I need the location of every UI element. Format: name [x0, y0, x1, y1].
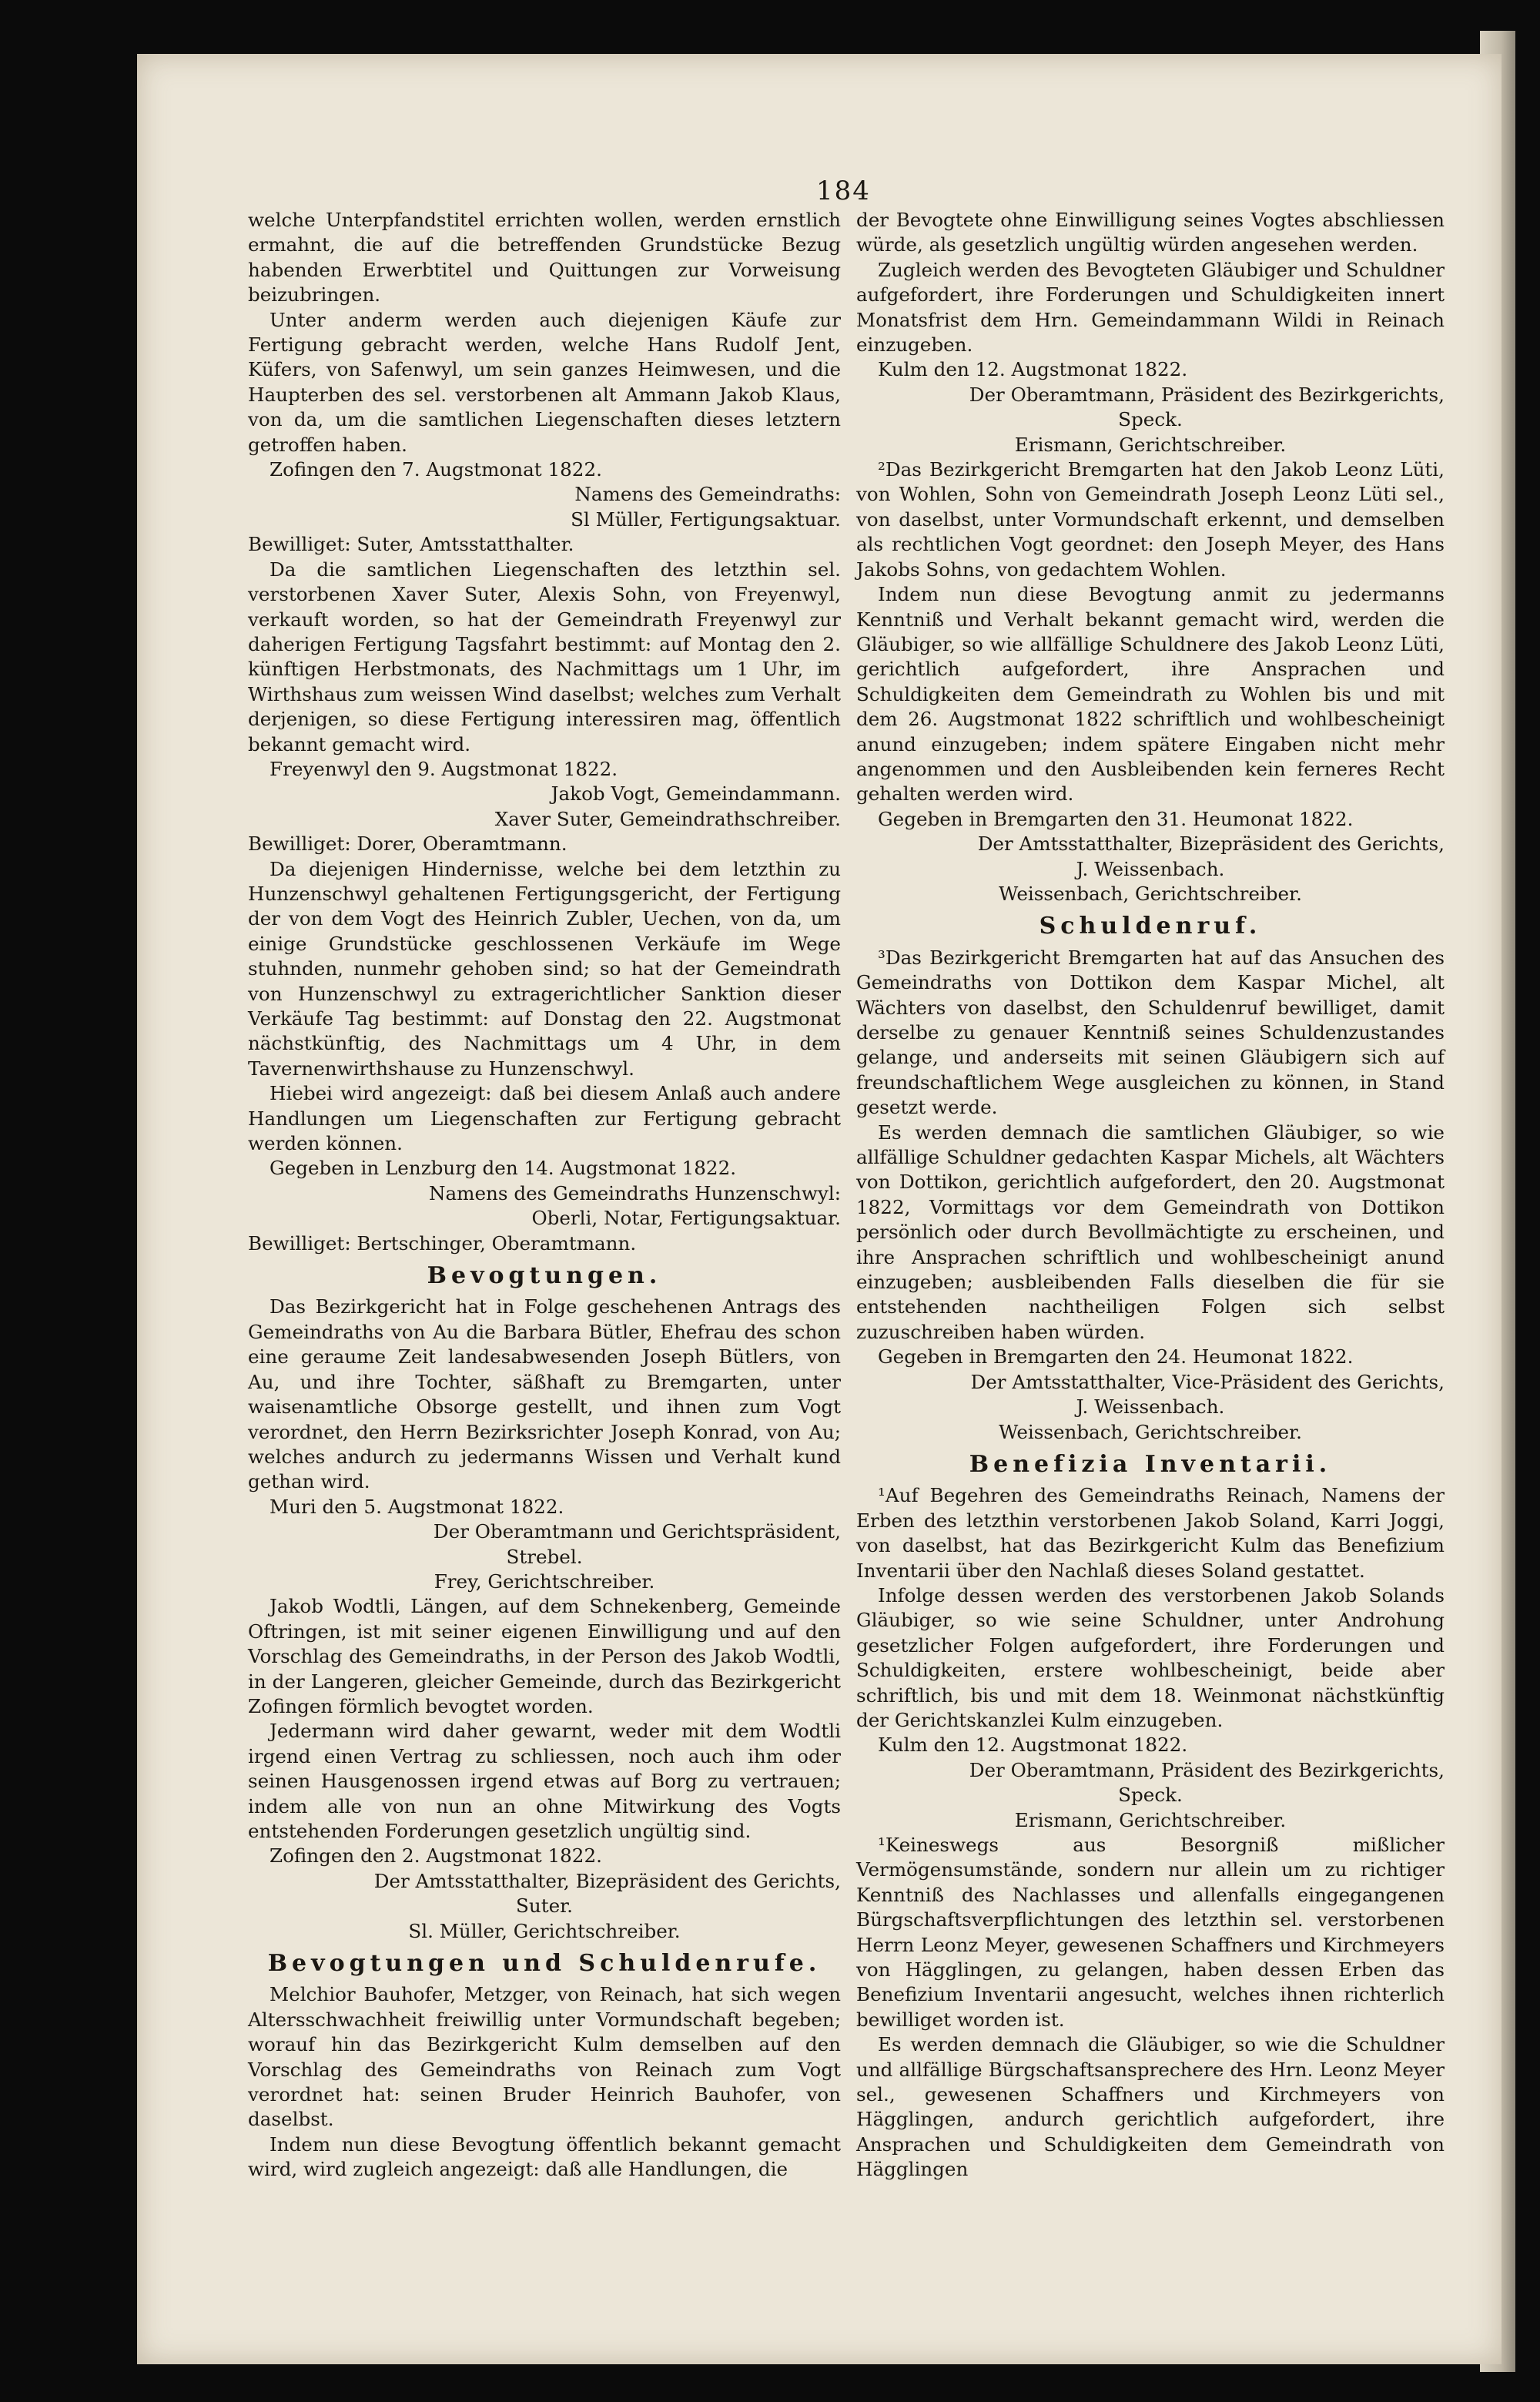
paragraph: Oberli, Notar, Fertigungsaktuar. [531, 1207, 841, 1230]
paragraph: Zofingen den 7. Augstmonat 1822. [270, 458, 602, 481]
paragraph: Bewilliget: Bertschinger, Oberamtmann. [248, 1231, 637, 1255]
paragraph: Namens des Gemeindraths Hunzenschwyl: [429, 1181, 841, 1204]
paragraph: Indem nun diese Bevogtung anmit zu jedermanns Kenntniß und Verhalt bekannt gemacht wird, werden die Gläubiger, so wie allfällige Schuldnere des Jakob Leonz Lüti, gerichtlich aufgefordert, ihre Ansprachen und Schuldigkeiten dem Gemeindrath zu Wohlen bis und mit dem 26. Augstmonat 1822 schriftlich und wohlbescheinigt anund einzugeben; indem spätere Eingaben nicht mehr angenommen und den Ausbleibenden kein ferneres Recht gehalten werden wird. [856, 583, 1445, 806]
paragraph: ²Das Bezirkgericht Bremgarten hat den Jakob Leonz Lüti, von Wohlen, Sohn von Gemeindrath Joseph Leonz Lüti sel., von daselbst, unter Vormundschaft erkennt, und demselben als rechtlichen Vogt geordnet: den Joseph Meyer, des Hans Jakobs Sohns, von gedachtem Wohlen. [856, 458, 1445, 581]
left-column [248, 208, 841, 2183]
paragraph: Gegeben in Bremgarten den 24. Heumonat 1822. [878, 1345, 1354, 1369]
paragraph: Muri den 5. Augstmonat 1822. [270, 1495, 564, 1518]
paragraph: Jakob Wodtli, Längen, auf dem Schnekenberg, Gemeinde Oftringen, ist mit seiner eigenen Einwilligung und auf den Vorschlag des Gemeindraths, in der Person des Jakob Wodtli, in der Langeren, gleicher Gemeinde, durch das Bezirkgericht Zofingen förmlich bevogtet worden. [248, 1595, 841, 1717]
paragraph: Der Oberamtmann, Präsident des Bezirkgerichts, [969, 383, 1445, 406]
paragraph: Unter anderm werden auch diejenigen Käufe zur Fertigung gebracht werden, welche Hans Rudolf Jent, Küfers, von Safenwyl, um sein ganzes Heimwesen, und die Haupterben des sel. verstorbenen alt Ammann Jakob Klaus, von da, um die samtlichen Liegenschaften dieses letztern getroffen haben. [248, 308, 841, 456]
paragraph: Freyenwyl den 9. Augstmonat 1822. [270, 757, 618, 780]
section-heading: Schuldenruf. [1039, 913, 1262, 940]
paragraph: Melchior Bauhofer, Metzger, von Reinach, hat sich wegen Altersschwachheit freiwillig unter Vormundschaft begeben; worauf hin das Bezirkgericht Kulm demselben auf den Vorschlag des Gemeindraths von Reinach zum Vogt verordnet hat: seinen Bruder Heinrich Bauhofer, von daselbst. [248, 1983, 841, 2131]
paragraph: ¹Auf Begehren des Gemeindraths Reinach, Namens der Erben des letzthin verstorbenen Jakob Soland, Karri Joggi, von daselbst, hat das Bezirkgericht Kulm das Benefizium Inventarii über den Nachlaß dieses Soland gestattet. [856, 1484, 1445, 1582]
section-heading: Bevogtungen und Schuldenrufe. [267, 1950, 822, 1978]
paragraph: Es werden demnach die samtlichen Gläubiger, so wie allfällige Schuldner gedachten Kaspar Michels, alt Wächters von Dottikon, gerichtlich aufgefordert, den 20. Augstmonat 1822, Vormittags vor dem Gemeindrath von Dottikon persönlich oder durch Bevollmächtigte zu erscheinen, und ihre Ansprachen schriftlich und wohlbescheinigt anund einzugeben; ausbleibenden Falls dieselben die für sie entstehenden nachtheiligen Folgen sich selbst zuzuschreiben haben würden. [856, 1121, 1445, 1343]
paragraph: Der Amtsstatthalter, Vice-Präsident des Gerichts, [970, 1370, 1445, 1393]
paragraph: Zofingen den 2. Augstmonat 1822. [270, 1844, 602, 1868]
paragraph: Suter. [516, 1894, 573, 1918]
paragraph: Weissenbach, Gerichtschreiber. [999, 882, 1302, 905]
paragraph: Namens des Gemeindraths: [574, 483, 841, 506]
paragraph: Sl Müller, Fertigungsaktuar. [571, 508, 841, 531]
paragraph: Zugleich werden des Bevogteten Gläubiger und Schuldner aufgefordert, ihre Forderungen und Schuldigkeiten innert Monatsfrist dem Hrn. Gemeindammann Wildi in Reinach einzugeben. [856, 258, 1445, 357]
paragraph: Es werden demnach die Gläubiger, so wie die Schuldner und allfällige Bürgschaftsansprechere des Hrn. Leonz Meyer sel., gewesenen Schaffners und Kirchmeyers von Hägglingen, andurch gerichtlich aufgefordert, ihre Ansprachen und Schuldigkeiten dem Gemeindrath von Hägglingen [856, 2033, 1445, 2181]
paragraph: J. Weissenbach. [1076, 1395, 1225, 1419]
paragraph: Frey, Gerichtschreiber. [434, 1570, 655, 1593]
paragraph: Infolge dessen werden des verstorbenen Jakob Solands Gläubiger, so wie seine Schuldner, unter Androhung gesetzlicher Folgen aufgefordert, ihre Forderungen und Schuldigkeiten, erstere wohlbescheinigt, beide aber schriftlich, bis und mit dem 18. Weinmonat nächstkünftig der Gerichtskanzlei Kulm einzugeben. [856, 1583, 1445, 1731]
right-column [856, 208, 1445, 2183]
paragraph: Da diejenigen Hindernisse, welche bei dem letzthin zu Hunzenschwyl gehaltenen Fertigungsgericht, der Fertigung der von dem Vogt des Heinrich Zubler, Uechen, von da, um einige Grundstücke geschlossenen Verkäufe im Wege stuhnden, nunmehr gehoben sind; so hat der Gemeindrath von Hunzenschwyl zu extragerichtlicher Sanktion dieser Verkäufe Tag bestimmt: auf Donstag den 22. Augstmonat nächstkünftig, des Nachmittags um 4 Uhr, in dem Tavernenwirthshause zu Hunzenschwyl. [248, 857, 841, 1080]
paragraph: Weissenbach, Gerichtschreiber. [999, 1420, 1302, 1443]
paragraph: Kulm den 12. Augstmonat 1822. [878, 1734, 1188, 1757]
paragraph: ³Das Bezirkgericht Bremgarten hat auf das Ansuchen des Gemeindraths von Dottikon dem Kaspar Michel, alt Wächters von daselbst, den Schuldenruf bewilliget, damit derselbe zu genauer Kenntniß seines Schuldenzustandes gelange, und anderseits mit seinen Gläubigern sich auf freundschaftlichem Wege ausgleichen zu können, in Stand gesetzt werde. [856, 946, 1445, 1119]
paragraph: Der Oberamtmann und Gerichtspräsident, [433, 1520, 841, 1543]
paragraph: der Bevogtete ohne Einwilligung seines Vogtes abschliessen würde, als gesetzlich ungültig würden angesehen werden. [856, 209, 1445, 256]
paragraph: Strebel. [506, 1545, 583, 1568]
page-number: 184 [816, 176, 871, 206]
paragraph: Xaver Suter, Gemeindrathschreiber. [494, 807, 841, 830]
paragraph: Bewilliget: Suter, Amtsstatthalter. [248, 533, 574, 556]
paragraph: Speck. [1118, 1784, 1183, 1807]
paragraph: Bewilliget: Dorer, Oberamtmann. [248, 832, 567, 856]
paragraph: Gegeben in Lenzburg den 14. Augstmonat 1822. [270, 1157, 737, 1180]
paragraph: Sl. Müller, Gerichtschreiber. [408, 1919, 681, 1942]
paragraph: Indem nun diese Bevogtung öffentlich bekannt gemacht wird, wird zugleich angezeigt: daß alle Handlungen, die [248, 2132, 841, 2181]
paragraph: Da die samtlichen Liegenschaften des letzthin sel. verstorbenen Xaver Suter, Alexis Sohn, von Freyenwyl, verkauft worden, so hat der Gemeindrath Freyenwyl zur daherigen Fertigung Tagsfahrt bestimmt: auf Montag den 2. künftigen Herbstmonats, des Nachmittags um 1 Uhr, im Wirthshaus zum weissen Wind daselbst; welches zum Verhalt derjenigen, so diese Fertigung interessiren mag, öffentlich bekannt gemacht wird. [248, 558, 841, 755]
section-heading: Bevogtungen. [427, 1262, 662, 1290]
paragraph: Hiebei wird angezeigt: daß bei diesem Anlaß auch andere Handlungen um Liegenschaften zur Fertigung gebracht werden können. [248, 1082, 841, 1155]
paragraph: Das Bezirkgericht hat in Folge geschehenen Antrags des Gemeindraths von Au die Barbara Bütler, Ehefrau des schon eine geraume Zeit landesabwesenden Joseph Bütlers, von Au, und ihre Tochter, säßhaft zu Bremgarten, unter waisenamtliche Obsorge gestellt, und ihnen zum Vogt verordnet, den Herrn Bezirksrichter Joseph Konrad, von Au; welches andurch zu jedermanns Wissen und Verhalt kund gethan wird. [248, 1295, 841, 1493]
paragraph: ¹Keineswegs aus Besorgniß mißlicher Vermögensumstände, sondern nur allein um zu richtiger Kenntniß des Nachlasses und allenfalls eingegangenen Bürgschaftsverpflichtungen des letzthin sel. verstorbenen Herrn Leonz Meyer, gewesenen Schaffners und Kirchmeyers von Hägglingen, zu gelangen, haben dessen Erben das Benefizium Inventarii angesucht, welches ihnen richterlich bewilliget worden ist. [856, 1834, 1445, 2031]
paragraph: Der Amtsstatthalter, Bizepräsident des Gerichts, [977, 832, 1445, 856]
paragraph: Speck. [1118, 408, 1183, 431]
paragraph: Der Oberamtmann, Präsident des Bezirkgerichts, [969, 1758, 1445, 1781]
section-heading: Benefizia Inventarii. [969, 1450, 1332, 1478]
paragraph: Kulm den 12. Augstmonat 1822. [878, 358, 1188, 381]
paragraph: Jedermann wird daher gewarnt, weder mit dem Wodtli irgend einen Vertrag zu schliessen, noch auch ihm oder seinen Hausgenossen irgend etwas auf Borg zu vertrauen; indem alle von nun an ohne Mitwirkung des Vogts entstehenden Forderungen gesetzlich ungültig sind. [248, 1720, 841, 1842]
paragraph: Der Amtsstatthalter, Bizepräsident des Gerichts, [373, 1869, 841, 1892]
paragraph: Gegeben in Bremgarten den 31. Heumonat 1822. [878, 807, 1354, 830]
paragraph: Jakob Vogt, Gemeindammann. [551, 782, 841, 806]
paragraph: welche Unterpfandstitel errichten wollen, werden ernstlich ermahnt, die auf die betreffenden Grundstücke Bezug habenden Erwerbtitel und Quittungen zur Vorweisung beizubringen. [248, 209, 841, 307]
paragraph: Erismann, Gerichtschreiber. [1014, 1808, 1287, 1831]
paragraph: Erismann, Gerichtschreiber. [1014, 433, 1287, 456]
paragraph: J. Weissenbach. [1076, 857, 1225, 880]
